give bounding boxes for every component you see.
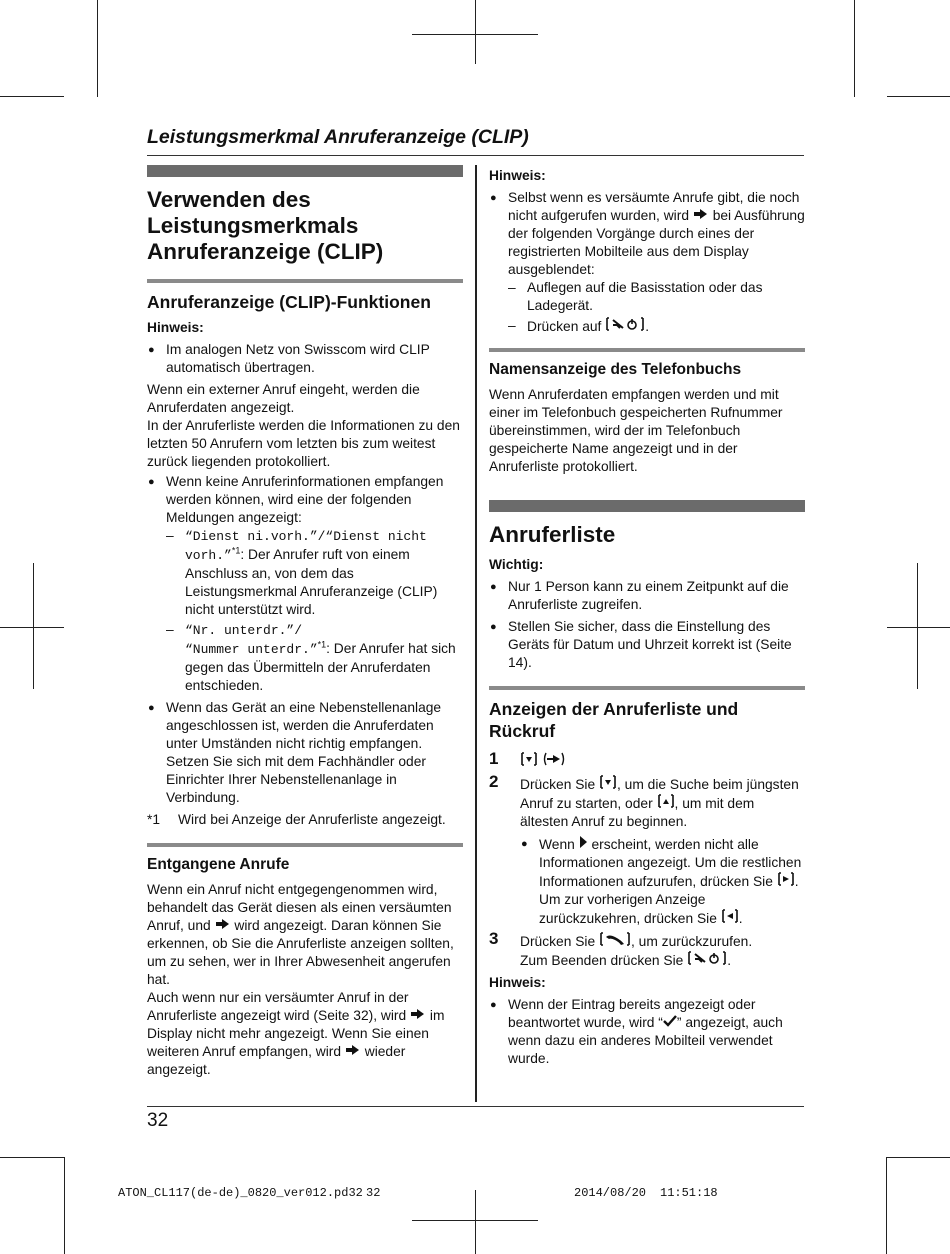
note-bullet: ● Im analogen Netz von Swisscom wird CLIP automatisch übertragen. — [147, 341, 463, 377]
missed-call-icon — [215, 917, 231, 935]
step-2-sub-bullet: ● Wenn erscheint, werden nicht alle Informationen angezeigt. Um die restlichen Informationen aufzurufen, drücken Sie . Um zur vorherigen Anzeige zurückzukehren, drücken Sie . — [520, 835, 805, 928]
subsection-bar — [147, 279, 463, 283]
off-power-key-icon — [687, 951, 727, 970]
subsection-title-phonebook: Namensanzeige des Telefonbuchs — [489, 361, 742, 378]
important-label: Wichtig: — [489, 557, 544, 572]
subsection-bar — [147, 843, 463, 847]
step-1 — [489, 749, 805, 771]
off-power-key-icon — [605, 317, 645, 336]
step-number: 1 — [489, 749, 499, 768]
subsection-bar — [489, 686, 805, 690]
subsection-title-show-list: Anzeigen der Anruferliste und Rückruf — [489, 699, 739, 741]
call-list-icon — [542, 752, 566, 771]
talk-key-icon — [599, 932, 631, 951]
footnote: *1 Wird bei Anzeige der Anruferliste angezeigt. — [147, 812, 446, 827]
missed-call-icon — [345, 1043, 361, 1061]
paragraph-phonebook: Wenn Anruferdaten empfangen werden und mit einer im Telefonbuch gespeicherten Rufnummer übereinstimmen, wird der im Telefonbuch gespeicherte Name angezeigt und in der Anruferliste protokolliert. — [489, 387, 783, 474]
running-header: Leistungsmerkmal Anruferanzeige (CLIP) — [147, 126, 529, 148]
important-bullet: ● Stellen Sie sicher, dass die Einstellung des Geräts für Datum und Uhrzeit korrekt ist (Seite 14). — [489, 618, 805, 672]
display-message: “Nummer unterdr.” — [185, 642, 318, 657]
missed-call-icon — [410, 1007, 426, 1025]
bullet-pbx: ● Wenn das Gerät an eine Nebenstellenanlage angeschlossen ist, werden die Anruferdaten unter Umständen nicht richtig empfangen. Setzen Sie sich mit dem Fachhändler oder Einrichter Ihrer Nebenstellenanlage in Verbindung. — [147, 699, 463, 807]
section-title-calllist: Anruferliste — [489, 522, 616, 547]
more-info-arrow-icon — [579, 835, 588, 854]
up-key-icon — [657, 794, 675, 813]
note-label: Hinweis: — [489, 168, 546, 183]
step-number: 3 — [489, 929, 499, 948]
print-date: 2014/08/20 — [574, 1186, 647, 1200]
dash-item-nummer: – “Nr. unterdr.”/ “Nummer unterdr.”$^{*1}$: Der Anrufer hat sich gegen das Übermitteln der Anruferdaten entschieden. — [166, 621, 463, 695]
bullet-no-info: ● Wenn keine Anruferinformationen empfangen werden können, wird eine der folgenden Meldungen angezeigt: – “Dienst ni.vorh.”/“Dienst nicht vorh.”$^{*1}$: Der Anrufer ruft von einem Anschluss an, von dem das Leistungsmerkmal Anruferanzeige (CLIP) nicht unterstützt wird. – “Nr. unterdr.”/ “Nummer unterdr.”$^{*1}$: Der Anrufer hat sich gegen das Übermitteln der Anruferdaten entschieden. — [147, 473, 463, 695]
important-bullet: ● Nur 1 Person kann zu einem Zeitpunkt auf die Anruferliste zugreifen. — [489, 578, 805, 614]
dash-item-dienst: – “Dienst ni.vorh.”/“Dienst nicht vorh.”$^{*1}$: Der Anrufer ruft von einem Anschluss an, von dem das Leistungsmerkmal Anruferanzeige (CLIP) nicht unterstützt wird. — [166, 527, 463, 619]
subsection-title-clip: Anruferanzeige (CLIP)-Funktionen — [147, 292, 431, 312]
missed-call-icon — [693, 207, 709, 225]
paragraph-missed-1: Wenn ein Anruf nicht entgegengenommen wird, behandelt das Gerät diesen als einen versäumten Anruf, und wird angezeigt. Daran können Sie erkennen, ob Sie die Anruferliste anzeigen sollten, um zu sehen, wer in Ihrer Abwesenheit angerufen hat. — [147, 882, 454, 987]
footnote-ref: *1 — [317, 639, 327, 650]
dash-item: – Drücken auf . — [508, 317, 805, 336]
step-3: 3 Drücken Sie , um zurückzurufen. Zum Beenden drücken Sie . — [489, 929, 753, 968]
page-number: 32 — [147, 1110, 169, 1131]
note-label: Hinweis: — [147, 320, 204, 335]
down-key-icon — [599, 775, 617, 794]
print-file-name: ATON_CL117(de-de)_0820_ver012.pd32 — [118, 1186, 363, 1200]
step-number: 2 — [489, 772, 499, 791]
dash-item: – Auflegen auf die Basisstation oder das Ladegerät. — [508, 279, 805, 315]
step-2: 2 Drücken Sie , um die Suche beim jüngsten Anruf zu starten, oder , um mit dem ältesten Anruf zu beginnen. ● Wenn erscheint, werden nicht alle Informationen angezeigt. Um die restlichen Informationen aufzurufen, drücken Sie . Um zur vorherigen Anzeige zurückzukehren, drücken Sie . — [489, 775, 805, 928]
note-bullet: ● Wenn der Eintrag bereits angezeigt oder beantwortet wurde, wird “ ” angezeigt, auch wenn dazu ein anderes Mobilteil verwendet wurde. — [489, 996, 805, 1068]
section-bar — [489, 500, 805, 512]
column-divider — [475, 165, 477, 1102]
checkmark-icon — [663, 1014, 677, 1032]
section-bar — [147, 165, 463, 177]
section-title: Verwenden des Leistungsmerkmals Anruferanzeige (CLIP) — [147, 187, 384, 264]
note-label: Hinweis: — [489, 975, 546, 990]
footnote-mark: *1 — [147, 812, 161, 827]
left-column — [147, 165, 463, 1085]
paragraph: Wenn ein externer Anruf eingeht, werden die Anruferdaten angezeigt. — [147, 382, 420, 415]
down-key-icon — [520, 752, 538, 771]
paragraph-missed-2: Auch wenn nur ein versäumter Anruf in der Anruferliste angezeigt wird (Seite 32), wird im Display nicht mehr angezeigt. Wenn Sie einen weiteren Anruf empfangen, wird wieder angezeigt. — [147, 990, 445, 1077]
subsection-title-missed: Entgangene Anrufe — [147, 856, 290, 873]
note-bullet: ● Selbst wenn es versäumte Anrufe gibt, die noch nicht aufgerufen wurden, wird bei Ausführung der folgenden Vorgänge durch eines der registrierten Mobilteile aus dem Display ausgeblendet: – Auflegen auf die Basisstation oder das Ladegerät. – Drücken auf . — [489, 189, 805, 336]
right-key-icon — [777, 872, 795, 891]
right-column — [489, 165, 805, 1072]
display-message: “Nr. unterdr.”/ — [185, 623, 303, 638]
footnote-ref: *1 — [231, 545, 241, 556]
header-rule — [147, 155, 804, 156]
left-key-icon — [721, 909, 739, 928]
paragraph: In der Anruferliste werden die Informationen zu den letzten 50 Anrufern vom letzten bis zum weitest zurück liegenden protokolliert. — [147, 418, 460, 469]
display-message: “Dienst ni.vorh.”/“Dienst nicht vorh.” — [185, 529, 427, 563]
print-time: 11:51:18 — [660, 1186, 718, 1200]
subsection-bar — [489, 348, 805, 352]
print-file-page: 32 — [366, 1186, 381, 1200]
footer-rule — [147, 1106, 804, 1107]
